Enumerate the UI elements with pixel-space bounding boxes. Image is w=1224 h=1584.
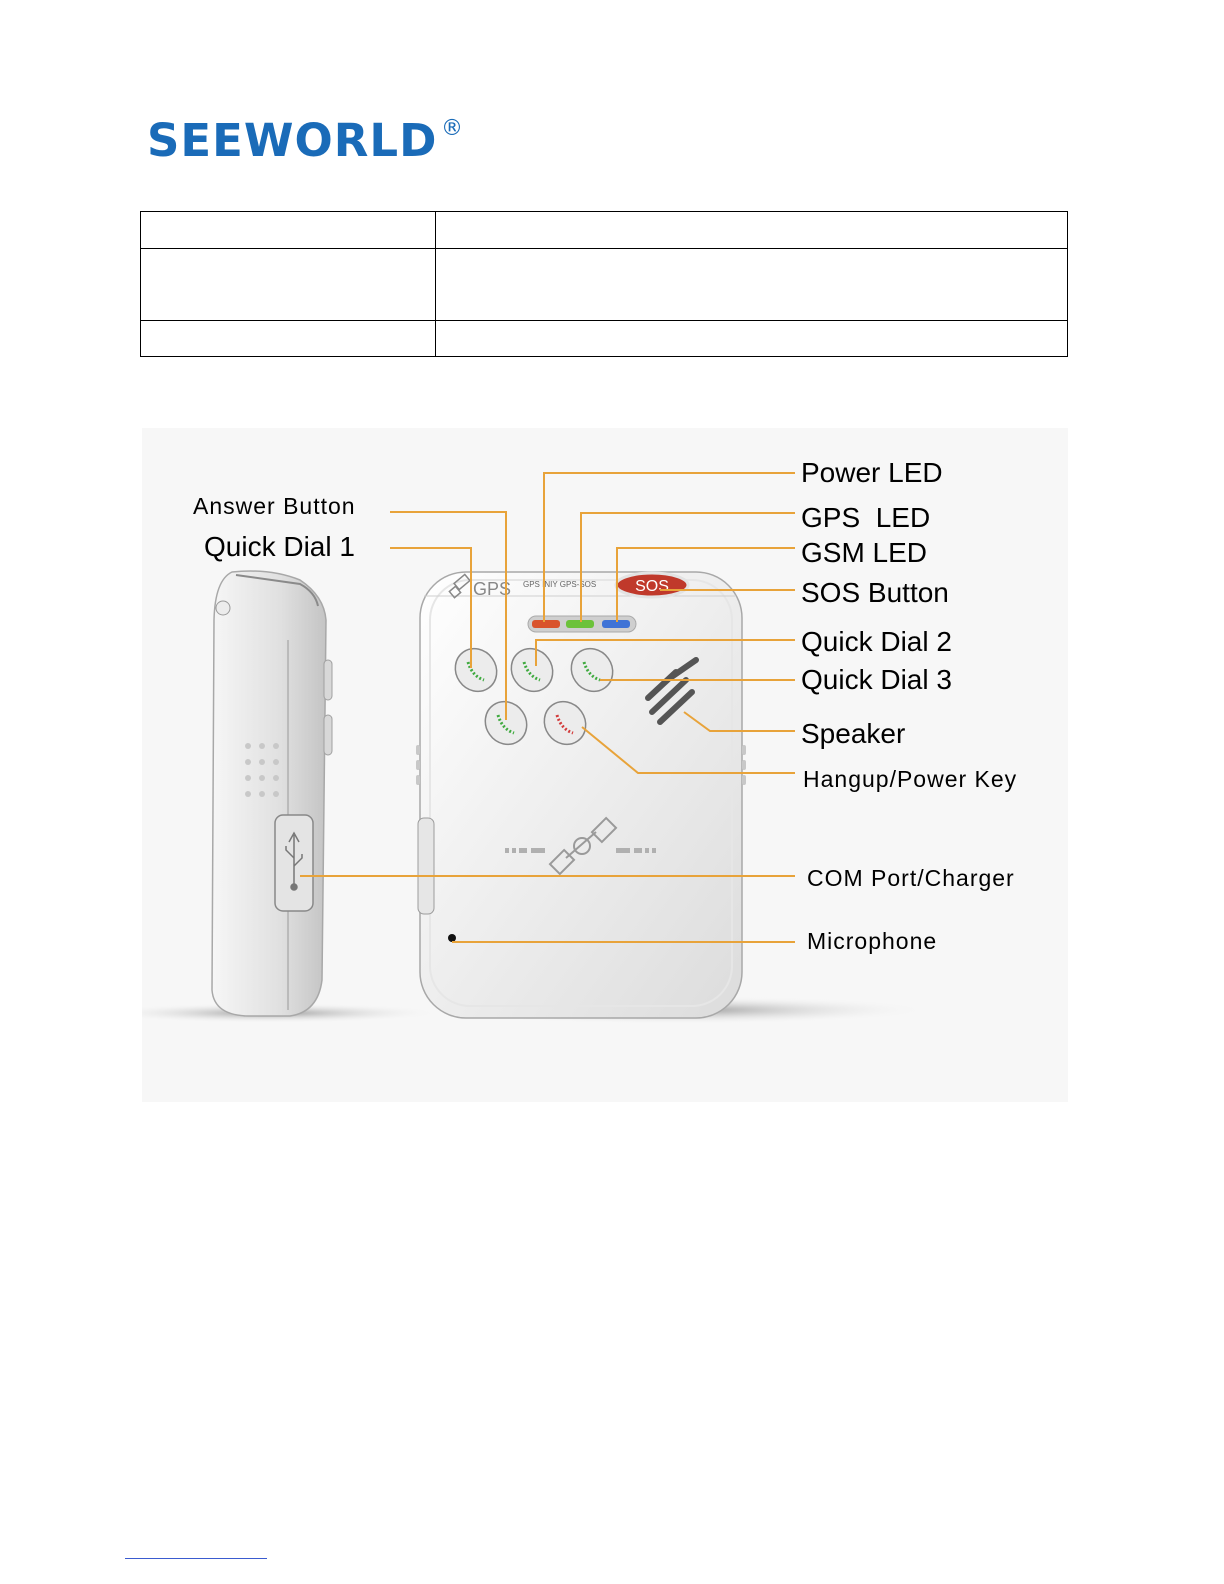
callout-microphone: Microphone <box>807 928 938 954</box>
callout-power-led: Power LED <box>801 457 943 488</box>
table-cell-value <box>436 212 1068 249</box>
registered-mark: ® <box>441 116 463 141</box>
sos-button-label: SOS <box>635 578 669 595</box>
callout-gps-led: GPS LED <box>801 502 931 533</box>
callout-hangup-power-key: Hangup/Power Key <box>803 766 1018 792</box>
microphone-hole-icon <box>448 934 456 942</box>
spec-table <box>140 211 1068 357</box>
table-cell-label <box>141 321 436 357</box>
logo-wordmark: SEEWORLD <box>147 114 438 167</box>
side-key-icon <box>324 715 332 755</box>
side-button-icon <box>216 601 230 615</box>
led-print-label: GPS INIY GPS-SOS <box>523 580 597 589</box>
side-key-icon <box>324 660 332 700</box>
callout-com-port-charger: COM Port/Charger <box>807 865 1015 891</box>
seeworld-logo <box>147 114 463 167</box>
table-cell-value <box>436 249 1068 321</box>
footer-link-rule <box>125 1558 267 1559</box>
device-front-view <box>416 572 746 1018</box>
device-illustration <box>142 428 1068 1102</box>
device-diagram <box>142 428 1068 1102</box>
gps-badge: GPS <box>473 579 512 599</box>
callout-gsm-led: GSM LED <box>801 537 928 568</box>
device-side-view <box>212 571 332 1016</box>
callout-answer-button: Answer Button <box>193 493 356 519</box>
table-cell-value <box>436 321 1068 357</box>
callout-sos-button: SOS Button <box>801 577 949 608</box>
table-cell-label <box>141 249 436 321</box>
table-row <box>141 212 1068 249</box>
table-cell-label <box>141 212 436 249</box>
table-row <box>141 321 1068 357</box>
callout-quick-dial-1: Quick Dial 1 <box>204 531 355 562</box>
callout-quick-dial-2: Quick Dial 2 <box>801 626 952 657</box>
front-usb-edge <box>418 818 434 914</box>
power-led-icon <box>532 620 560 628</box>
callout-speaker: Speaker <box>801 718 906 749</box>
table-row <box>141 249 1068 321</box>
callout-quick-dial-3: Quick Dial 3 <box>801 664 952 695</box>
